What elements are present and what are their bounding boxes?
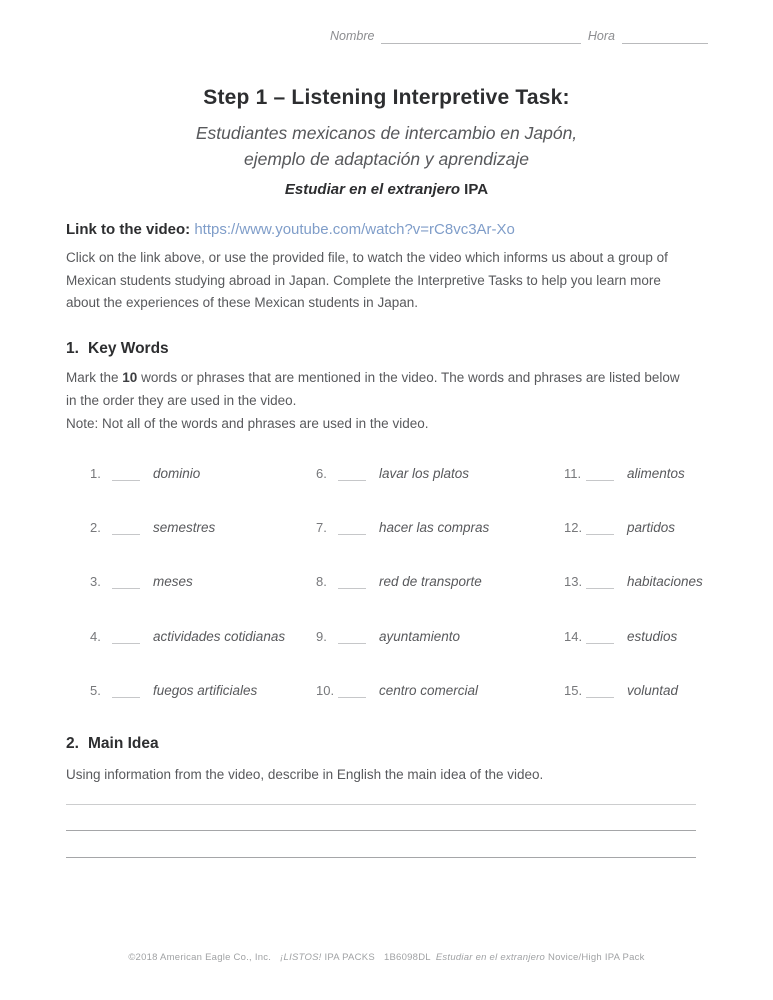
key-word-item-3	[90, 574, 285, 628]
answer-blank	[586, 466, 614, 481]
section-2-title: Main Idea	[88, 735, 159, 752]
item-number: 12.	[564, 520, 583, 536]
key-words-instructions	[66, 367, 692, 412]
answer-blank	[586, 520, 614, 535]
key-word: lavar los platos	[379, 466, 470, 481]
name-hour-header	[330, 29, 708, 44]
main-idea-answer-area	[66, 779, 696, 858]
answer-blank	[586, 683, 614, 698]
subtitle-line-2: ejemplo de adaptación y aprendizaje	[243, 148, 530, 169]
video-instructions: Click on the link above, or use the provided file, to watch the video which informs us about a group of Mexican students studying abroad in Japan. Complete the Interpretive Tasks to help you learn more about the experiences of these Mexican students in Japan.	[66, 250, 668, 310]
key-word-item-7	[316, 520, 489, 574]
footer-product-code: 1B6098DL	[383, 952, 431, 963]
answer-blank	[586, 574, 614, 589]
section-1-title: Key Words	[88, 340, 169, 357]
hora-label: Hora	[587, 29, 615, 43]
key-word-item-6	[316, 466, 489, 520]
key-word-item-4	[90, 629, 285, 683]
key-word: actividades cotidianas	[153, 628, 286, 644]
key-word: fuegos artificiales	[153, 682, 258, 698]
section-2-number: 2.	[66, 735, 79, 752]
youtube-link[interactable]: https://www.youtube.com/watch?v=rC8vc3Ar-Xo	[194, 221, 515, 238]
key-words-column-2	[316, 466, 489, 737]
unit-name-italic: Estudiar en el extranjero	[284, 181, 460, 198]
nombre-blank-line	[381, 29, 580, 44]
video-link-row	[66, 221, 515, 238]
key-word-item-8	[316, 574, 489, 628]
unit-suffix: IPA	[460, 181, 489, 198]
answer-blank	[338, 520, 366, 535]
answer-blank	[338, 629, 366, 644]
answer-line-2	[66, 805, 696, 831]
key-words-note: Note: Not all of the words and phrases are used in the video.	[66, 416, 429, 431]
footer-product-name: Estudiar en el extranjero Novice/High IPA Pack	[435, 952, 645, 963]
main-idea-instructions: Using information from the video, describe in English the main idea of the video.	[66, 767, 544, 782]
key-word-item-1	[90, 466, 285, 520]
item-number: 11.	[564, 466, 582, 481]
key-word-item-13	[564, 574, 703, 628]
key-word-item-9	[316, 629, 489, 683]
hora-blank-line	[622, 29, 708, 44]
item-number: 3.	[90, 574, 101, 590]
video-link-label: Link to the video:	[66, 221, 195, 238]
key-word-item-2	[90, 520, 285, 574]
page-footer	[0, 952, 773, 963]
key-word: estudios	[627, 628, 678, 644]
key-word: ayuntamiento	[379, 628, 461, 644]
item-number: 6.	[316, 466, 327, 481]
key-word-item-12	[564, 520, 703, 574]
key-word: dominio	[153, 466, 201, 481]
key-word-item-5	[90, 683, 285, 737]
item-number: 4.	[90, 628, 101, 644]
nombre-label: Nombre	[330, 29, 375, 43]
instructions-bold-count: 10	[122, 370, 138, 385]
answer-blank	[112, 683, 140, 698]
key-word: hacer las compras	[379, 520, 490, 536]
item-number: 2.	[90, 520, 101, 536]
answer-line-1	[66, 779, 696, 805]
key-word: habitaciones	[627, 574, 703, 590]
answer-blank	[586, 629, 614, 644]
item-number: 14.	[564, 628, 583, 644]
footer-copyright: ©2018 American Eagle Co., Inc.	[128, 952, 272, 963]
item-number: 10.	[316, 682, 335, 698]
key-word-item-10	[316, 683, 489, 737]
key-word: red de transporte	[379, 574, 482, 590]
key-word: centro comercial	[379, 682, 479, 698]
title-block	[0, 86, 773, 198]
instructions-prefix: Mark the	[66, 370, 123, 385]
key-words-column-1	[90, 466, 285, 737]
key-word-item-11	[564, 466, 703, 520]
key-words-heading	[66, 340, 169, 358]
answer-line-3	[66, 831, 696, 858]
answer-blank	[338, 683, 366, 698]
key-word-item-15	[564, 683, 703, 737]
answer-blank	[338, 574, 366, 589]
page-title: Step 1 – Listening Interpretive Task:	[203, 86, 570, 109]
item-number: 15.	[564, 682, 583, 698]
item-number: 7.	[316, 520, 327, 536]
section-1-number: 1.	[66, 340, 79, 357]
key-word: voluntad	[627, 682, 679, 698]
item-number: 5.	[90, 682, 101, 698]
answer-blank	[112, 629, 140, 644]
key-words-list	[66, 466, 726, 748]
answer-blank	[112, 574, 140, 589]
key-word: semestres	[153, 520, 216, 536]
answer-blank	[112, 520, 140, 535]
main-idea-heading	[66, 735, 159, 753]
footer-series: ¡LISTOS! IPA PACKS	[280, 952, 375, 963]
key-word-item-14	[564, 629, 703, 683]
instructions-suffix: words or phrases that are mentioned in the video. The words and phrases are listed below in the order they are used in the video.	[66, 370, 680, 408]
key-word: partidos	[627, 520, 676, 536]
key-word: alimentos	[627, 466, 685, 481]
answer-blank	[112, 466, 140, 481]
item-number: 1.	[90, 466, 101, 481]
item-number: 8.	[316, 574, 327, 590]
answer-blank	[338, 466, 366, 481]
item-number: 13.	[564, 574, 583, 590]
unit-title	[0, 181, 773, 198]
key-word: meses	[153, 574, 193, 590]
item-number: 9.	[316, 628, 327, 644]
subtitle-line-1: Estudiantes mexicanos de intercambio en Japón,	[195, 123, 578, 143]
key-words-column-3	[564, 466, 703, 737]
